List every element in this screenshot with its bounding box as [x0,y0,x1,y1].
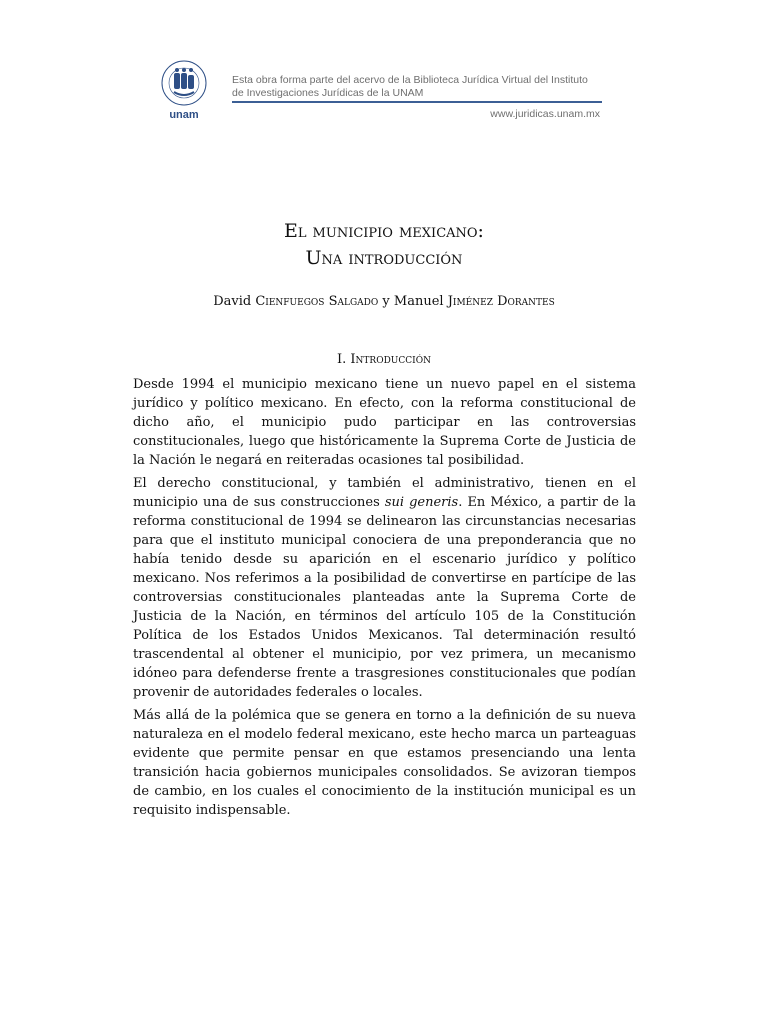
iij-unam-logo [158,58,210,122]
paragraph-2 [133,474,636,702]
author2-surname: Jiménez Dorantes [447,294,555,309]
author-line [0,294,768,309]
title-line-2: Una introducción [305,247,463,269]
header-divider [232,101,602,103]
paragraph-2-start: El derecho constitucional, y también el administrativo, tienen en el municipio una de sus construcciones [133,476,636,510]
paragraph-3: Más allá de la polémica que se genera en torno a la definición de su nueva naturaleza en el modelo federal mexicano, este hecho marca un parteaguas evidente que permite pensar en que estamos presenciando una lenta transición hacia gobiernos municipales consolidados. Se avizoran tiempos de cambio, en los cuales el conocimiento de la institución municipal es un requisito indispensable. [133,708,636,818]
author1-given-name: David [213,294,252,309]
author2-given-name: Manuel [393,294,444,309]
author1-surname: Cienfuegos Salgado [255,294,379,309]
article-title [0,218,768,272]
paragraph-1: Desde 1994 el municipio mexicano tiene un nuevo papel en el sistema jurídico y político mexicano. En efecto, con la reforma constitucional de dicho año, el municipio pudo participar en las controversias constitucionales, luego que históricamente la Suprema Corte de Justicia de la Nación le negará en reiteradas ocasiones tal posibilidad. [133,377,636,468]
header-notice [232,74,604,100]
paragraph-2-italic: sui generis [384,495,459,510]
body-text [133,375,636,824]
paragraph-2-end: . En México, a partir de la reforma constitucional de 1994 se delinearon las circunstancias necesarias para que el instituto municipal conociera de una preponderancia que no había tenido desde su aparición en el escenario jurídico y político mexicano. Nos referimos a la posibilidad de convertirse en partícipe de las controversias constitucionales planteadas ante la Suprema Corte de Justicia de la Nación, en términos del artículo 105 de la Constitución Política de los Estados Unidos Mexicanos. Tal determinación resultó trascendental al obtener el municipio, por vez primera, un mecanismo idóneo para defenderse frente a trasgresiones constitucionales que podían provenir de autoridades federales o locales. [133,495,636,700]
author-connector: y [382,294,390,309]
section-heading: I. Introducción [337,352,431,367]
page-header [158,58,604,126]
header-url-link[interactable]: www.juridicas.unam.mx [490,108,600,120]
title-line-1: El municipio mexicano: [284,220,484,242]
header-line-2: de Investigaciones Jurídicas de la UNAM [232,87,424,99]
header-line-1: Esta obra forma parte del acervo de la Biblioteca Jurídica Virtual del Instituto [232,74,588,86]
logo-unam-text: unam [169,109,199,121]
